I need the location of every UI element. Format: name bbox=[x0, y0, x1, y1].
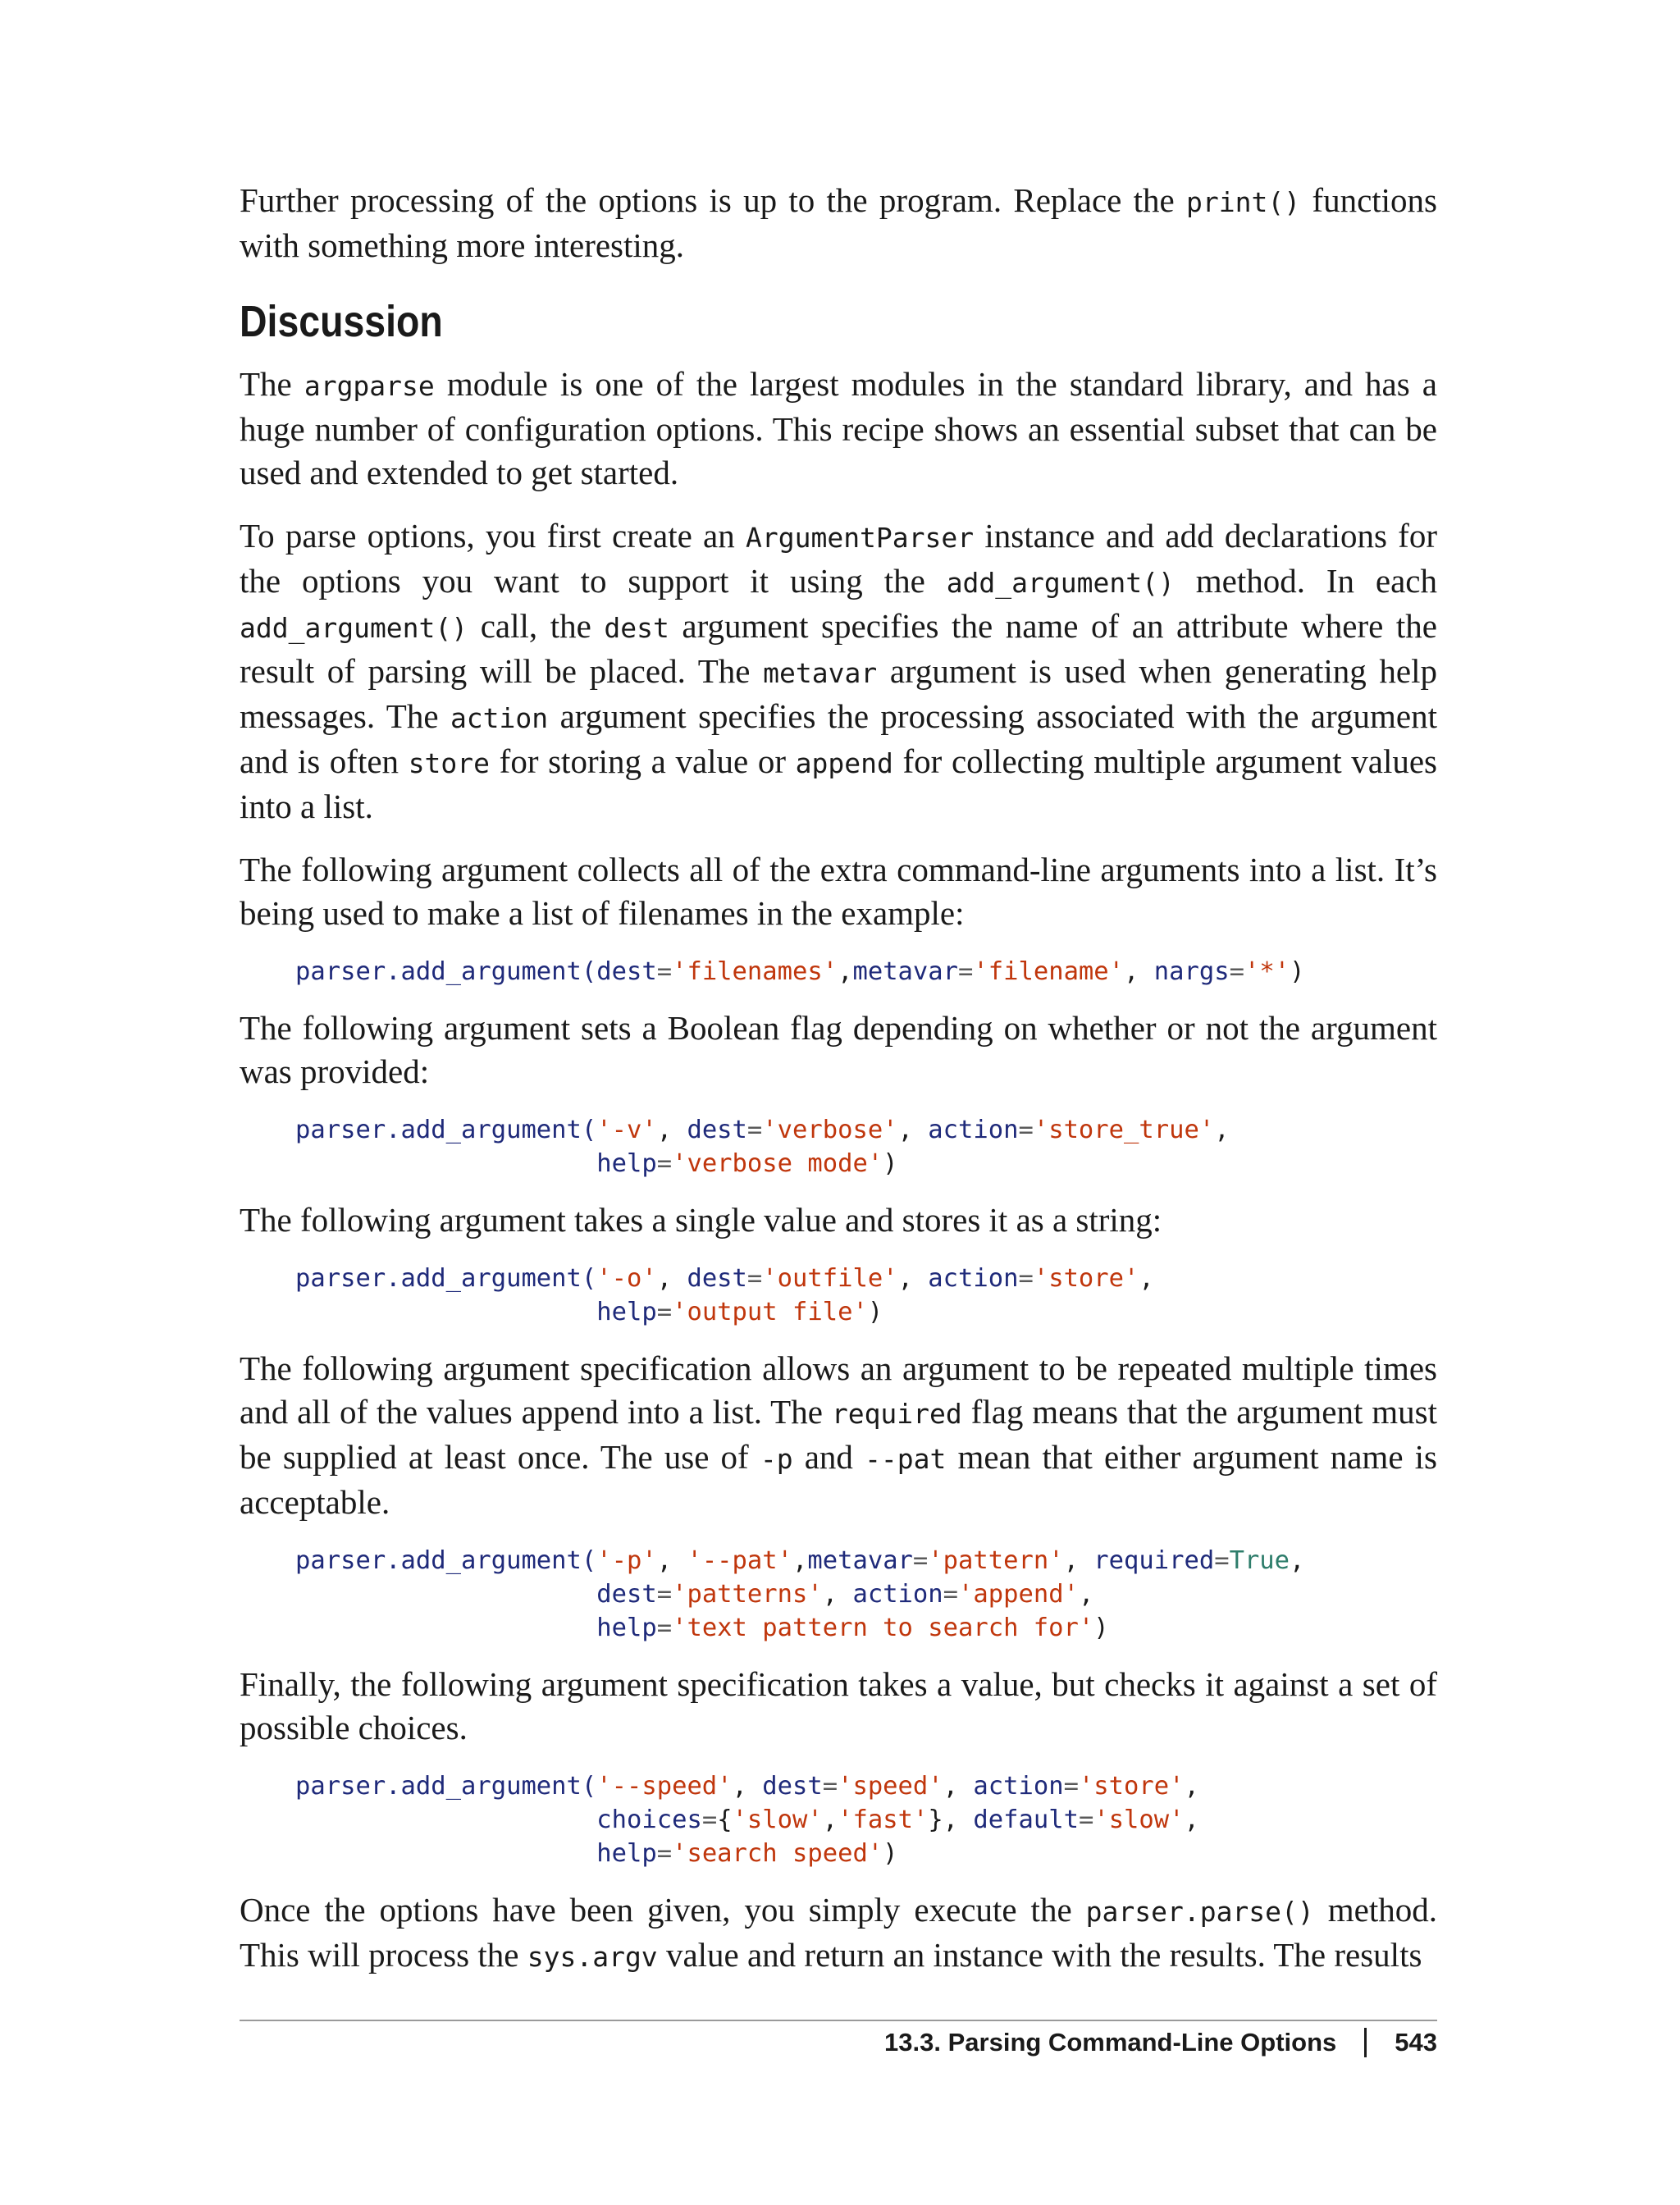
paragraph-repeated: The following argument specification allows an argument to be repeated multiple times and all of the values append into a list. The required flag means that the argument must be supplied at least once. The use of -p and --pat mean that either argument name is acceptable. bbox=[240, 1349, 1438, 1521]
footer-separator bbox=[1364, 2028, 1367, 2057]
paragraph-parse-method: Once the options have been given, you simply execute the parser.parse() method. This will process the sys.argv value and return an instance with the results. The results bbox=[240, 1891, 1437, 1974]
inline-code: argparse bbox=[304, 370, 435, 402]
footer-section-title: 13.3. Parsing Command-Line Options bbox=[884, 2028, 1337, 2057]
code-block-filenames: parser.add_argument(dest='filenames',metavar='filename', nargs='*') bbox=[295, 957, 1305, 986]
code-block-patterns: parser.add_argument('-p', '--pat',metavar='pattern', required=True, dest='patterns', action='append', help='text pattern to search for') bbox=[295, 1546, 1305, 1642]
paragraph-boolean-flag: The following argument sets a Boolean flag depending on whether or not the argument was provided: bbox=[240, 1009, 1437, 1090]
paragraph-choices: Finally, the following argument specification takes a value, but checks it against a set of possible choices. bbox=[240, 1665, 1437, 1746]
page-number: 543 bbox=[1395, 2028, 1437, 2057]
code-block-verbose: parser.add_argument('-v', dest='verbose', action='store_true', help='verbose mode') bbox=[295, 1116, 1230, 1178]
paragraph-argparse-intro: The argparse module is one of the largest modules in the standard library, and has a huge number of configuration options. This recipe shows an essential subset that can be used and extended to get started. bbox=[240, 365, 1437, 491]
code-block-speed: parser.add_argument('--speed', dest='speed', action='store', choices={'slow','fast'}, default='slow', help='search speed') bbox=[295, 1772, 1199, 1868]
code-block-outfile: parser.add_argument('-o', dest='outfile', action='store', help='output file') bbox=[295, 1264, 1154, 1326]
paragraph-single-value: The following argument takes a single value and stores it as a string: bbox=[240, 1201, 1162, 1239]
section-heading: Discussion bbox=[240, 297, 443, 346]
page-footer bbox=[884, 2028, 1437, 2057]
footer-rule bbox=[240, 2020, 1437, 2021]
inline-code: print() bbox=[1186, 186, 1301, 218]
page-content bbox=[240, 179, 1437, 1998]
paragraph-further-processing: Further processing of the options is up to the program. Replace the print() functions with something more interesting. bbox=[240, 181, 1437, 264]
paragraph-parse-options: To parse options, you first create an ArgumentParser instance and add declarations for the options you want to support it using the add_argument() method. In each add_argument() call, the dest argument specifies the name of an attribute where the result of parsing will be placed. The metavar argument is used when generating help messages. The action argument specifies the processing associated with the argument and is often store for storing a value or append for collecting multiple argument values into a list. bbox=[240, 517, 1438, 825]
paragraph-filenames: The following argument collects all of the extra command-line arguments into a list. It’s being used to make a list of filenames in the example: bbox=[240, 851, 1437, 932]
